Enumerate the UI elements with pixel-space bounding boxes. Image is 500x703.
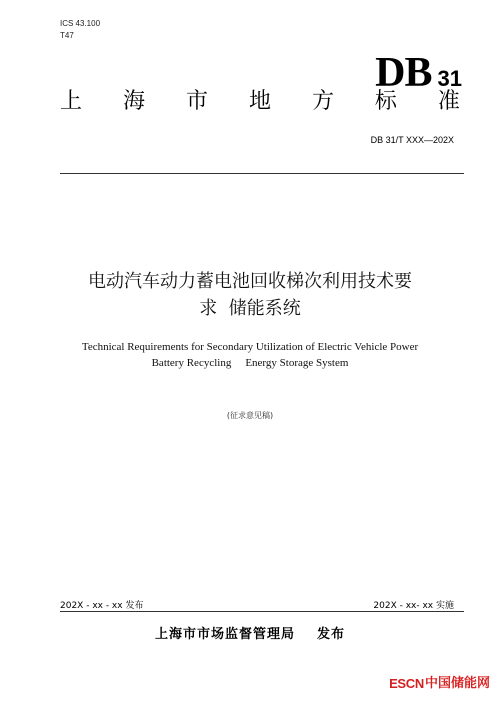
standard-type-char: 上 bbox=[60, 89, 83, 114]
title-english-line-1: Technical Requirements for Secondary Utilization of Electric Vehicle Power bbox=[81, 341, 419, 353]
standard-type-char: 地 bbox=[248, 89, 271, 114]
standard-type-char: 标 bbox=[374, 89, 397, 114]
watermark-brand-en: ESCN bbox=[389, 676, 424, 691]
implementation-date: 202X - xx- xx 实施 bbox=[373, 601, 454, 611]
title-english-part-2: Energy Storage System bbox=[245, 357, 349, 369]
standard-type-char: 市 bbox=[185, 89, 208, 114]
standard-type-char: 准 bbox=[437, 89, 460, 114]
title-chinese-line-1: 电动汽车动力蓄电池回收梯次利用技术要 bbox=[88, 271, 412, 292]
watermark-brand-cn: 中国储能网 bbox=[424, 676, 490, 691]
db-logo-letters: DB bbox=[375, 50, 432, 96]
ics-code: ICS 43.100 bbox=[60, 19, 101, 28]
standard-type-char: 海 bbox=[122, 89, 145, 114]
db-logo-number: 31 bbox=[437, 66, 462, 91]
publisher-action: 发布 bbox=[317, 627, 346, 642]
standard-type-char: 方 bbox=[311, 89, 334, 114]
classification-codes bbox=[60, 18, 100, 42]
title-english-part-1: Battery Recycling bbox=[151, 357, 232, 369]
standard-number: DB 31/T XXX—202X bbox=[370, 135, 454, 145]
draft-status-note: (征求意见稿) bbox=[226, 411, 274, 420]
escn-watermark bbox=[389, 676, 490, 692]
publisher-name: 上海市市场监督管理局 bbox=[154, 627, 295, 642]
publisher-line bbox=[30, 623, 470, 642]
footer-divider bbox=[60, 611, 464, 612]
issue-date: 202X - xx - xx 发布 bbox=[60, 601, 144, 611]
title-chinese-line-2: 求 储能系统 bbox=[199, 298, 301, 319]
header-divider bbox=[60, 173, 464, 174]
title-english-line-2 bbox=[30, 355, 470, 372]
ccs-code: T47 bbox=[60, 31, 74, 40]
standard-type-heading bbox=[60, 88, 460, 116]
